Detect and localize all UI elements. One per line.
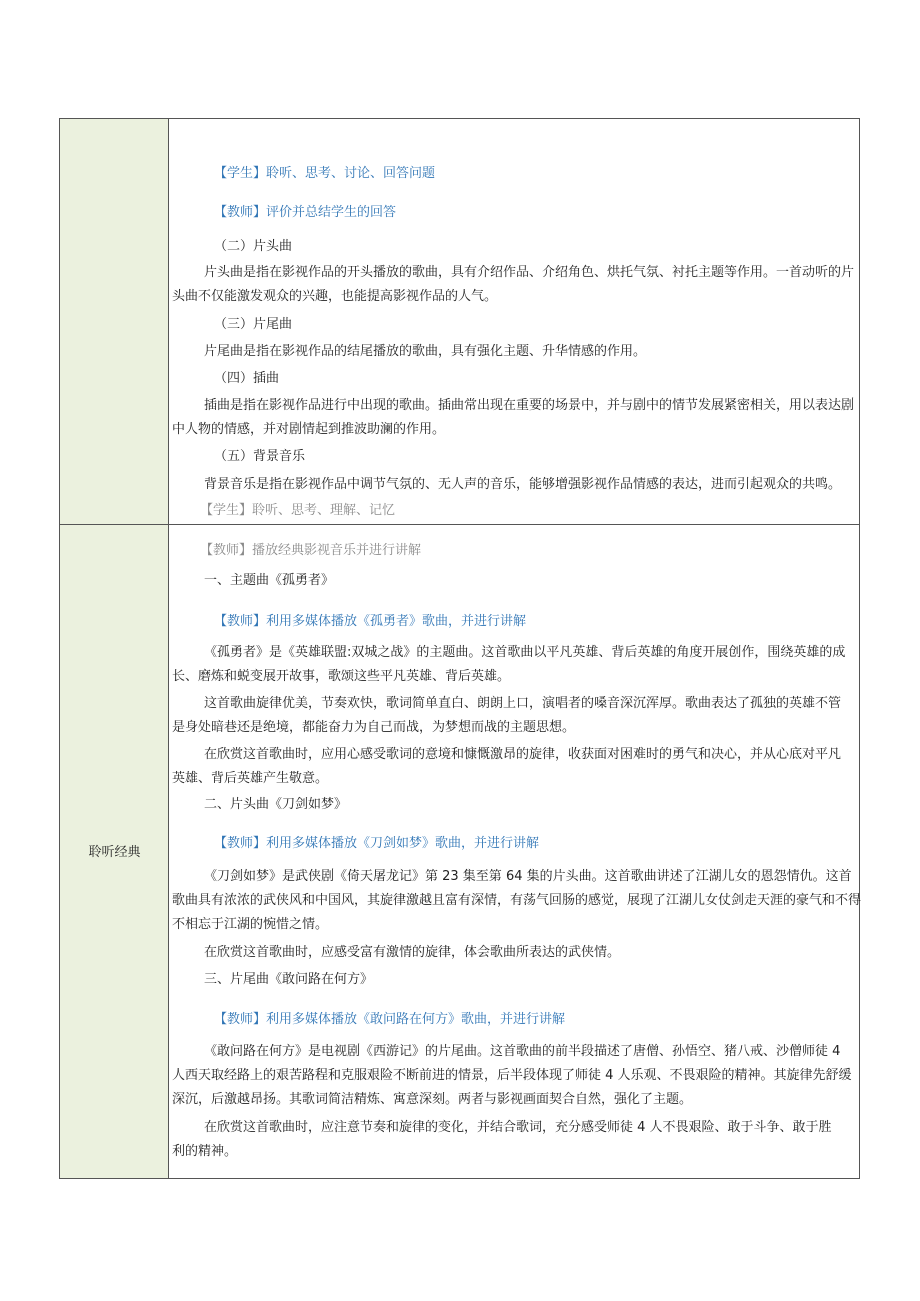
lesson-table bbox=[59, 118, 860, 1179]
paragraph-line: 人西天取经路上的艰苦路程和克服艰险不断前进的情景，后半段体现了师徒 4 人乐观、不畏艰险的精神。其旋律先舒缓 bbox=[172, 1068, 852, 1083]
paragraph-line: 插曲是指在影视作品进行中出现的歌曲。插曲常出现在重要的场景中，并与剧中的情节发展紧密相关，用以表达剧 bbox=[204, 398, 855, 413]
paragraph-line: （二）片头曲 bbox=[214, 239, 293, 254]
row-content-cell bbox=[170, 525, 862, 1178]
paragraph-line: 《敢问路在何方》是电视剧《西游记》的片尾曲。这首歌曲的前半段描述了唐僧、孙悟空、猪八戒、沙僧师徒 4 bbox=[204, 1044, 841, 1059]
paragraph-line: 【教师】利用多媒体播放《孤勇者》歌曲，并进行讲解 bbox=[214, 614, 527, 629]
paragraph-line: 不相忘于江湖的惋惜之情。 bbox=[172, 917, 329, 932]
paragraph-line: 片头曲是指在影视作品的开头播放的歌曲，具有介绍作品、介绍角色、烘托气氛、衬托主题等作用。一首动听的片 bbox=[204, 265, 855, 280]
paragraph-line: 在欣赏这首歌曲时，应感受富有激情的旋律，体会歌曲所表达的武侠情。 bbox=[204, 945, 621, 960]
paragraph-line: 【教师】评价并总结学生的回答 bbox=[214, 205, 397, 220]
paragraph-line: 这首歌曲旋律优美，节奏欢快，歌词简单直白、朗朗上口，演唱者的嗓音深沉浑厚。歌曲表达了孤独的英雄不管 bbox=[204, 696, 842, 711]
paragraph-line: 利的精神。 bbox=[172, 1144, 238, 1159]
paragraph-line: 中人物的情感，并对剧情起到推波助澜的作用。 bbox=[172, 422, 446, 437]
row-label-cell bbox=[60, 525, 169, 1178]
paragraph-line: 在欣赏这首歌曲时，应用心感受歌词的意境和慷慨激昂的旋律，收获面对困难时的勇气和决心，并从心底对平凡 bbox=[204, 747, 842, 762]
row-label-cell bbox=[60, 119, 169, 524]
paragraph-line: 在欣赏这首歌曲时，应注意节奏和旋律的变化，并结合歌词，充分感受师徒 4 人不畏艰险、敢于斗争、敢于胜 bbox=[204, 1120, 832, 1135]
paragraph-line: 二、片头曲《刀剑如梦》 bbox=[204, 797, 348, 812]
paragraph-line: 一、主题曲《孤勇者》 bbox=[204, 573, 335, 588]
paragraph-line: 《刀剑如梦》是武侠剧《倚天屠龙记》第 23 集至第 64 集的片头曲。这首歌曲讲述了江湖儿女的恩怨情仇。这首 bbox=[204, 869, 852, 884]
paragraph-line: （三）片尾曲 bbox=[214, 317, 293, 332]
paragraph-line: 【教师】利用多媒体播放《敢问路在何方》歌曲，并进行讲解 bbox=[214, 1012, 566, 1027]
paragraph-line: 【教师】播放经典影视音乐并进行讲解 bbox=[200, 543, 422, 558]
paragraph-line: 深沉，后激越昂扬。其歌词简洁精炼、寓意深刻。两者与影视画面契合自然，强化了主题。 bbox=[172, 1092, 693, 1107]
paragraph-line: 【教师】利用多媒体播放《刀剑如梦》歌曲，并进行讲解 bbox=[214, 836, 540, 851]
paragraph-line: 长、磨炼和蜕变展开故事，歌颂这些平凡英雄、背后英雄。 bbox=[172, 669, 511, 684]
paragraph-line: 片尾曲是指在影视作品的结尾播放的歌曲，具有强化主题、升华情感的作用。 bbox=[204, 344, 647, 359]
paragraph-line: （四）插曲 bbox=[214, 371, 280, 386]
row-label-listen-classics: 聆听经典 bbox=[88, 845, 141, 860]
row-content-cell bbox=[170, 119, 859, 524]
paragraph-line: 三、片尾曲《敢问路在何方》 bbox=[204, 972, 374, 987]
paragraph-line: 《孤勇者》是《英雄联盟:双城之战》的主题曲。这首歌曲以平凡英雄、背后英雄的角度开展创作，围绕英雄的成 bbox=[204, 645, 846, 660]
table-row bbox=[60, 525, 862, 1178]
paragraph-line: 【学生】聆听、思考、讨论、回答问题 bbox=[214, 166, 436, 181]
paragraph-line: 背景音乐是指在影视作品中调节气氛的、无人声的音乐，能够增强影视作品情感的表达，进而引起观众的共鸣。 bbox=[204, 477, 842, 492]
paragraph-line: 英雄、背后英雄产生敬意。 bbox=[172, 771, 329, 786]
paragraph-line: 【学生】聆听、思考、理解、记忆 bbox=[200, 503, 396, 518]
paragraph-line: 是身处暗巷还是绝境，都能奋力为自己而战，为梦想而战的主题思想。 bbox=[172, 720, 576, 735]
paragraph-line: （五）背景音乐 bbox=[214, 449, 306, 464]
paragraph-line: 歌曲具有浓浓的武侠风和中国风，其旋律激越且富有深情，有荡气回肠的感觉，展现了江湖儿女仗剑走天涯的豪气和不得 bbox=[172, 893, 862, 908]
paragraph-line: 头曲不仅能激发观众的兴趣，也能提高影视作品的人气。 bbox=[172, 289, 498, 304]
table-row bbox=[60, 119, 859, 525]
